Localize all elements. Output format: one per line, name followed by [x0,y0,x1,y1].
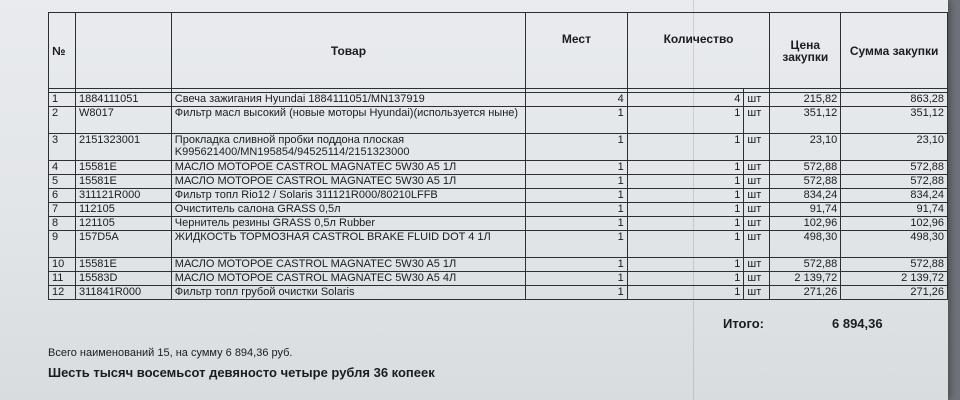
cell-qty: 1 [627,189,744,203]
cell-num: 12 [49,286,76,300]
cell-num: 8 [49,217,76,231]
cell-product: МАСЛО МОТОРОЕ CASTROL MAGNATEC 5W30 A5 1Л [171,175,525,189]
cell-unit: шт [744,272,770,286]
cell-places: 1 [526,134,628,161]
cell-code: 15583D [75,272,171,286]
cell-unit: шт [744,189,770,203]
table-row [49,134,948,161]
invoice-table [48,12,948,300]
cell-code: 15581E [75,161,171,175]
table-header-row [49,13,948,89]
cell-price: 351,12 [770,107,841,134]
cell-unit: шт [744,93,770,107]
cell-num: 2 [49,107,76,134]
cell-qty: 1 [627,217,744,231]
cell-code: 311841R000 [75,286,171,300]
table-row [49,217,948,231]
cell-price: 572,88 [770,175,841,189]
cell-places: 1 [526,203,628,217]
cell-code: 15581E [75,258,171,272]
table-row [49,231,948,258]
cell-places: 1 [526,107,628,134]
cell-places: 1 [526,217,628,231]
cell-qty: 1 [627,231,744,258]
summary-line: Всего наименований 15, на сумму 6 894,36 руб. [48,347,293,359]
cell-unit: шт [744,107,770,134]
cell-product: МАСЛО МОТОРОЕ CASTROL MAGNATEC 5W30 A5 1Л [171,161,525,175]
cell-sum: 2 139,72 [841,272,948,286]
header-num: № [49,13,76,89]
cell-code: 15581E [75,175,171,189]
table-row [49,93,948,107]
cell-price: 572,88 [770,258,841,272]
cell-price: 271,26 [770,286,841,300]
cell-product: МАСЛО МОТОРОЕ CASTROL MAGNATEC 5W30 A5 1Л [171,258,525,272]
cell-price: 102,96 [770,217,841,231]
cell-qty: 1 [627,134,744,161]
cell-qty: 1 [627,203,744,217]
cell-qty: 1 [627,175,744,189]
cell-places: 1 [526,286,628,300]
cell-qty: 1 [627,286,744,300]
cell-product: Чернитель резины GRASS 0,5л Rubber [171,217,525,231]
header-quantity: Количество [627,13,770,89]
cell-num: 9 [49,231,76,258]
total-value: 6 894,36 [832,316,883,331]
cell-qty: 1 [627,107,744,134]
cell-price: 834,24 [770,189,841,203]
table-row [49,203,948,217]
cell-product: Фильтр топл Rio12 / Solaris 311121R000/80210LFFB [171,189,525,203]
header-code [75,13,171,89]
cell-code: 112105 [75,203,171,217]
cell-product: Фильтр масл высокий (новые моторы Hyundai)(используется ныне) [171,107,525,134]
cell-unit: шт [744,258,770,272]
table-row [49,189,948,203]
cell-code: 157D5A [75,231,171,258]
cell-num: 5 [49,175,76,189]
cell-places: 4 [526,93,628,107]
cell-qty: 1 [627,161,744,175]
cell-sum: 102,96 [841,217,948,231]
cell-sum: 572,88 [841,258,948,272]
cell-sum: 91,74 [841,203,948,217]
cell-num: 10 [49,258,76,272]
cell-unit: шт [744,203,770,217]
cell-num: 3 [49,134,76,161]
header-product: Товар [171,13,525,89]
cell-price: 572,88 [770,161,841,175]
amount-in-words: Шесть тысяч восемьсот девяносто четыре рубля 36 копеек [48,365,435,380]
cell-product: МАСЛО МОТОРОЕ CASTROL MAGNATEC 5W30 A5 4Л [171,272,525,286]
cell-product: Фильтр топл грубой очистки Solaris [171,286,525,300]
cell-sum: 351,12 [841,107,948,134]
cell-qty: 4 [627,93,744,107]
cell-unit: шт [744,134,770,161]
cell-sum: 498,30 [841,231,948,258]
cell-sum: 23,10 [841,134,948,161]
table-row [49,258,948,272]
cell-code: 1884111051 [75,93,171,107]
cell-sum: 834,24 [841,189,948,203]
cell-price: 2 139,72 [770,272,841,286]
cell-num: 1 [49,93,76,107]
table-row [49,175,948,189]
cell-product: Очиститель салона GRASS 0,5л [171,203,525,217]
cell-code: W8017 [75,107,171,134]
cell-unit: шт [744,231,770,258]
table-row [49,272,948,286]
cell-num: 6 [49,189,76,203]
cell-sum: 572,88 [841,161,948,175]
cell-product: Свеча зажигания Hyundai 1884111051/MN137919 [171,93,525,107]
cell-places: 1 [526,175,628,189]
header-places: Мест [526,13,628,89]
cell-unit: шт [744,161,770,175]
cell-price: 91,74 [770,203,841,217]
table-row [49,107,948,134]
table-row [49,286,948,300]
cell-qty: 1 [627,258,744,272]
cell-code: 2151323001 [75,134,171,161]
cell-num: 4 [49,161,76,175]
cell-num: 7 [49,203,76,217]
cell-sum: 863,28 [841,93,948,107]
cell-sum: 572,88 [841,175,948,189]
cell-sum: 271,26 [841,286,948,300]
cell-product: Прокладка сливной пробки поддона плоская K995621400/MN195854/94525114/2151323000 [171,134,525,161]
cell-price: 23,10 [770,134,841,161]
cell-price: 498,30 [770,231,841,258]
cell-price: 215,82 [770,93,841,107]
cell-code: 121105 [75,217,171,231]
total-label: Итого: [723,316,764,331]
cell-places: 1 [526,258,628,272]
cell-unit: шт [744,286,770,300]
table-row [49,161,948,175]
cell-unit: шт [744,175,770,189]
cell-qty: 1 [627,272,744,286]
cell-code: 311121R000 [75,189,171,203]
header-sum: Сумма закупки [841,13,948,89]
cell-unit: шт [744,217,770,231]
cell-places: 1 [526,189,628,203]
header-price: Цена закупки [770,13,841,89]
cell-places: 1 [526,272,628,286]
cell-num: 11 [49,272,76,286]
cell-places: 1 [526,231,628,258]
cell-product: ЖИДКОСТЬ ТОРМОЗНАЯ CASTROL BRAKE FLUID DOT 4 1Л [171,231,525,258]
cell-places: 1 [526,161,628,175]
